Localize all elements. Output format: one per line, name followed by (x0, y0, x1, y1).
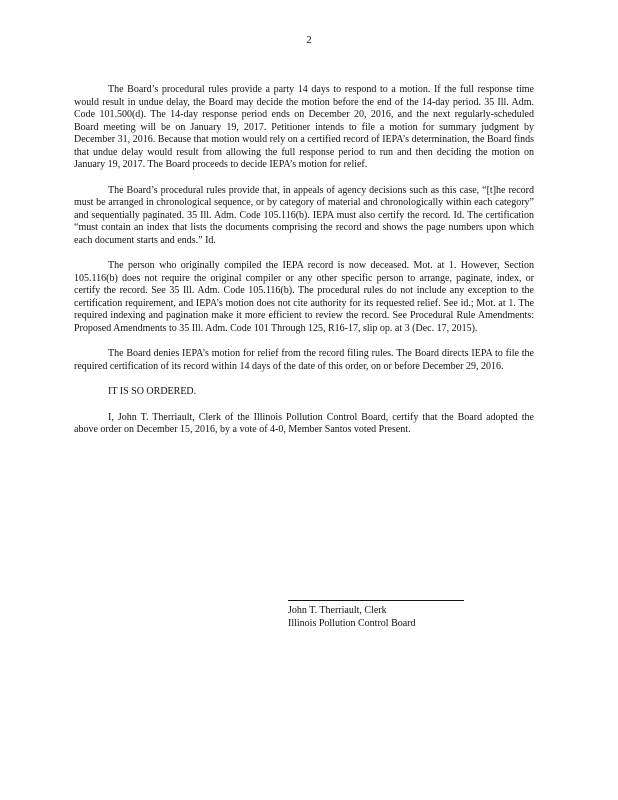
so-ordered: IT IS SO ORDERED. (108, 386, 197, 397)
clerk-certification: I, John T. Therriault, Clerk of the Illinois Pollution Control Board, certify that the Board adopted the above order on December 15, 2016, by a vote of 4-0, Member Santos voted Present. (74, 411, 534, 435)
paragraph-motion-denied: The Board denies IEPA’s motion for relief from the record filing rules. The Board directs IEPA to file the required certification of its record within 14 days of the date of this order, on or before December 29, 2016. (74, 348, 534, 372)
signer-name-title: John T. Therriault, Clerk (288, 605, 387, 616)
paragraph-response-period: The Board’s procedural rules provide a party 14 days to respond to a motion. If the full response time would result in undue delay, the Board may decide the motion before the end of the 14-day period. 35 Ill. Adm. Code 101.500(d). The 14-day response period ends on December 20, 2016, and the next regularly-scheduled Board meeting will be on January 19, 2017. Petitioner intends to file a motion for summary judgment by December 31, 2016. Because that motion would rely on a certified record of IEPA’s determination, the Board finds that undue delay would result from allowing the full response period to run and then deciding the motion on January 19, 2017. The Board proceeds to decide IEPA’s motion for relief. (74, 84, 534, 170)
signature-block (288, 600, 464, 630)
page-number: 2 (306, 34, 312, 46)
paragraph-record-rules: The Board’s procedural rules provide that, in appeals of agency decisions such as this case, “[t]he record must be arranged in chronological sequence, or by category of material and chronologically within each category” and sequentially paginated. 35 Ill. Adm. Code 105.116(b). IEPA must also certify the record. Id. The certification “must contain an index that lists the documents comprising the record and shows the page numbers upon which each document starts and ends.” Id. (74, 184, 534, 246)
paragraph-compiler-deceased: The person who originally compiled the IEPA record is now deceased. Mot. at 1. However, Section 105.116(b) does not require the original compiler or any other specific person to arrange, paginate, index, or certify the record. See 35 Ill. Adm. Code 105.116(b). The procedural rules do not include any exception to the certification requirement, and IEPA’s motion does not cite authority for its requested relief. See id.; Mot. at 1. The required indexing and pagination make it more efficient to review the record. See Procedural Rule Amendments: Proposed Amendments to 35 Ill. Adm. Code 101 Through 125, R16-17, slip op. at 3 (Dec. 17, 2015). (74, 260, 534, 334)
signature-line (288, 600, 464, 601)
order-body (74, 84, 534, 450)
signer-organization: Illinois Pollution Control Board (288, 618, 416, 629)
